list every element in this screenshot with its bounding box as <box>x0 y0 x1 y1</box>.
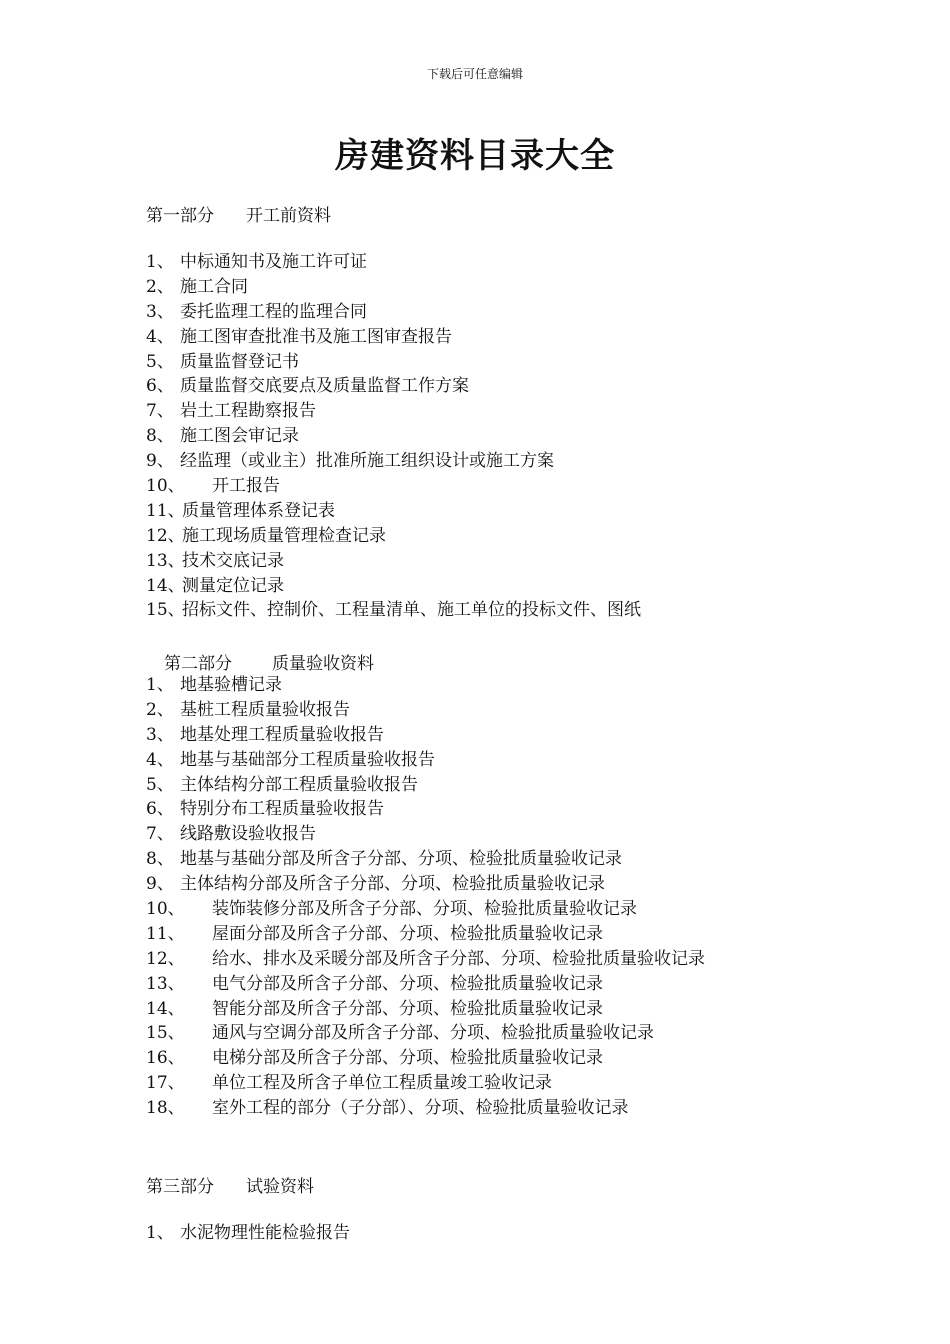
item-number: 1、 <box>146 675 174 695</box>
list-item <box>146 300 641 325</box>
item-number: 15、 <box>146 1023 185 1044</box>
item-text: 质量监督交底要点及质量监督工作方案 <box>180 376 469 397</box>
item-number: 16、 <box>146 1048 185 1069</box>
document-title: 房建资料目录大全 <box>335 136 615 176</box>
list-item <box>146 1221 350 1246</box>
item-number: 3、 <box>146 724 174 745</box>
item-number: 2、 <box>146 699 174 720</box>
item-number: 18、 <box>146 1098 185 1119</box>
section-2-title: 第二部分 <box>164 654 232 674</box>
list-item <box>146 399 641 424</box>
item-text: 主体结构分部及所含子分部、分项、检验批质量验收记录 <box>180 874 605 895</box>
item-number: 12、 <box>146 948 185 969</box>
item-text: 技术交底记录 <box>182 550 284 571</box>
item-number: 7、 <box>146 824 174 845</box>
item-text: 经监理（或业主）批准所施工组织设计或施工方案 <box>180 451 554 472</box>
list-item <box>146 947 705 972</box>
section-3-list <box>146 1221 350 1246</box>
item-number: 14、 <box>146 575 185 596</box>
item-text: 委托监理工程的监理合同 <box>180 301 367 322</box>
list-item <box>146 549 641 574</box>
list-item <box>146 773 705 798</box>
item-number: 7、 <box>146 401 174 422</box>
item-number: 15、 <box>146 600 185 621</box>
item-text: 通风与空调分部及所含子分部、分项、检验批质量验收记录 <box>212 1023 654 1044</box>
list-item <box>146 797 705 822</box>
list-item <box>146 748 705 773</box>
section-2-heading <box>164 649 374 674</box>
item-number: 2、 <box>146 276 174 297</box>
list-item <box>146 1021 705 1046</box>
list-item <box>146 275 641 300</box>
section-1-heading <box>146 201 331 226</box>
item-number: 14、 <box>146 998 185 1019</box>
page-header: 下载后可任意编辑 <box>426 67 523 81</box>
list-item <box>146 673 705 698</box>
list-item <box>146 698 705 723</box>
section-1-title: 第一部分 <box>146 206 214 226</box>
list-item <box>146 1071 705 1096</box>
item-number: 3、 <box>146 301 174 322</box>
item-text: 招标文件、控制价、工程量清单、施工单位的投标文件、图纸 <box>182 600 641 621</box>
list-item <box>146 524 641 549</box>
section-2-list <box>146 673 705 1121</box>
list-item <box>146 1096 705 1121</box>
item-text: 施工现场质量管理检查记录 <box>182 525 386 546</box>
item-text: 施工合同 <box>180 276 248 297</box>
list-item <box>146 922 705 947</box>
list-item <box>146 897 705 922</box>
item-number: 11、 <box>146 500 185 521</box>
list-item <box>146 424 641 449</box>
item-number: 10、 <box>146 899 185 920</box>
item-text: 主体结构分部工程质量验收报告 <box>180 774 418 795</box>
list-item <box>146 449 641 474</box>
item-text: 施工图审查批准书及施工图审查报告 <box>180 326 452 347</box>
list-item <box>146 847 705 872</box>
list-item <box>146 250 641 275</box>
list-item <box>146 598 641 623</box>
item-text: 地基处理工程质量验收报告 <box>180 724 384 745</box>
list-item <box>146 374 641 399</box>
item-number: 5、 <box>146 351 174 372</box>
section-3-subtitle: 试验资料 <box>246 1177 314 1197</box>
item-text: 给水、排水及采暖分部及所含子分部、分项、检验批质量验收记录 <box>212 948 705 969</box>
item-text: 地基与基础分部及所含子分部、分项、检验批质量验收记录 <box>180 849 622 870</box>
section-3-heading <box>146 1172 314 1197</box>
item-number: 10、 <box>146 476 185 497</box>
item-text: 单位工程及所含子单位工程质量竣工验收记录 <box>212 1073 552 1094</box>
item-text: 智能分部及所含子分部、分项、检验批质量验收记录 <box>212 998 603 1019</box>
item-number: 6、 <box>146 799 174 820</box>
item-number: 11、 <box>146 923 185 944</box>
item-number: 1、 <box>146 1223 174 1243</box>
section-2-subtitle: 质量验收资料 <box>272 654 374 674</box>
item-text: 岩土工程勘察报告 <box>180 401 316 422</box>
item-text: 线路敷设验收报告 <box>180 824 316 845</box>
item-number: 9、 <box>146 451 174 472</box>
item-number: 13、 <box>146 550 185 571</box>
section-1-subtitle: 开工前资料 <box>246 206 331 226</box>
list-item <box>146 574 641 599</box>
item-number: 4、 <box>146 326 174 347</box>
item-text: 基桩工程质量验收报告 <box>180 699 350 720</box>
item-text: 水泥物理性能检验报告 <box>180 1223 350 1243</box>
item-text: 施工图会审记录 <box>180 426 299 447</box>
list-item <box>146 723 705 748</box>
item-text: 开工报告 <box>212 476 280 497</box>
item-text: 电气分部及所含子分部、分项、检验批质量验收记录 <box>212 973 603 994</box>
item-number: 6、 <box>146 376 174 397</box>
item-text: 地基验槽记录 <box>180 675 282 695</box>
item-text: 质量管理体系登记表 <box>182 500 335 521</box>
list-item <box>146 872 705 897</box>
list-item <box>146 972 705 997</box>
item-number: 9、 <box>146 874 174 895</box>
item-number: 5、 <box>146 774 174 795</box>
item-number: 4、 <box>146 749 174 770</box>
section-3-title: 第三部分 <box>146 1177 214 1197</box>
list-item <box>146 499 641 524</box>
item-text: 特别分布工程质量验收报告 <box>180 799 384 820</box>
item-text: 质量监督登记书 <box>180 351 299 372</box>
item-number: 17、 <box>146 1073 185 1094</box>
item-text: 地基与基础部分工程质量验收报告 <box>180 749 435 770</box>
item-text: 室外工程的部分（子分部）、分项、检验批质量验收记录 <box>212 1098 629 1119</box>
item-text: 测量定位记录 <box>182 575 284 596</box>
item-number: 12、 <box>146 525 185 546</box>
item-text: 电梯分部及所含子分部、分项、检验批质量验收记录 <box>212 1048 603 1069</box>
section-1-list <box>146 250 641 623</box>
item-text: 装饰装修分部及所含子分部、分项、检验批质量验收记录 <box>212 899 637 920</box>
item-number: 13、 <box>146 973 185 994</box>
item-number: 8、 <box>146 849 174 870</box>
list-item <box>146 1046 705 1071</box>
item-number: 8、 <box>146 426 174 447</box>
list-item <box>146 474 641 499</box>
item-text: 屋面分部及所含子分部、分项、检验批质量验收记录 <box>212 923 603 944</box>
list-item <box>146 997 705 1022</box>
list-item <box>146 822 705 847</box>
item-number: 1、 <box>146 252 174 272</box>
list-item <box>146 325 641 350</box>
list-item <box>146 350 641 375</box>
item-text: 中标通知书及施工许可证 <box>180 252 367 272</box>
